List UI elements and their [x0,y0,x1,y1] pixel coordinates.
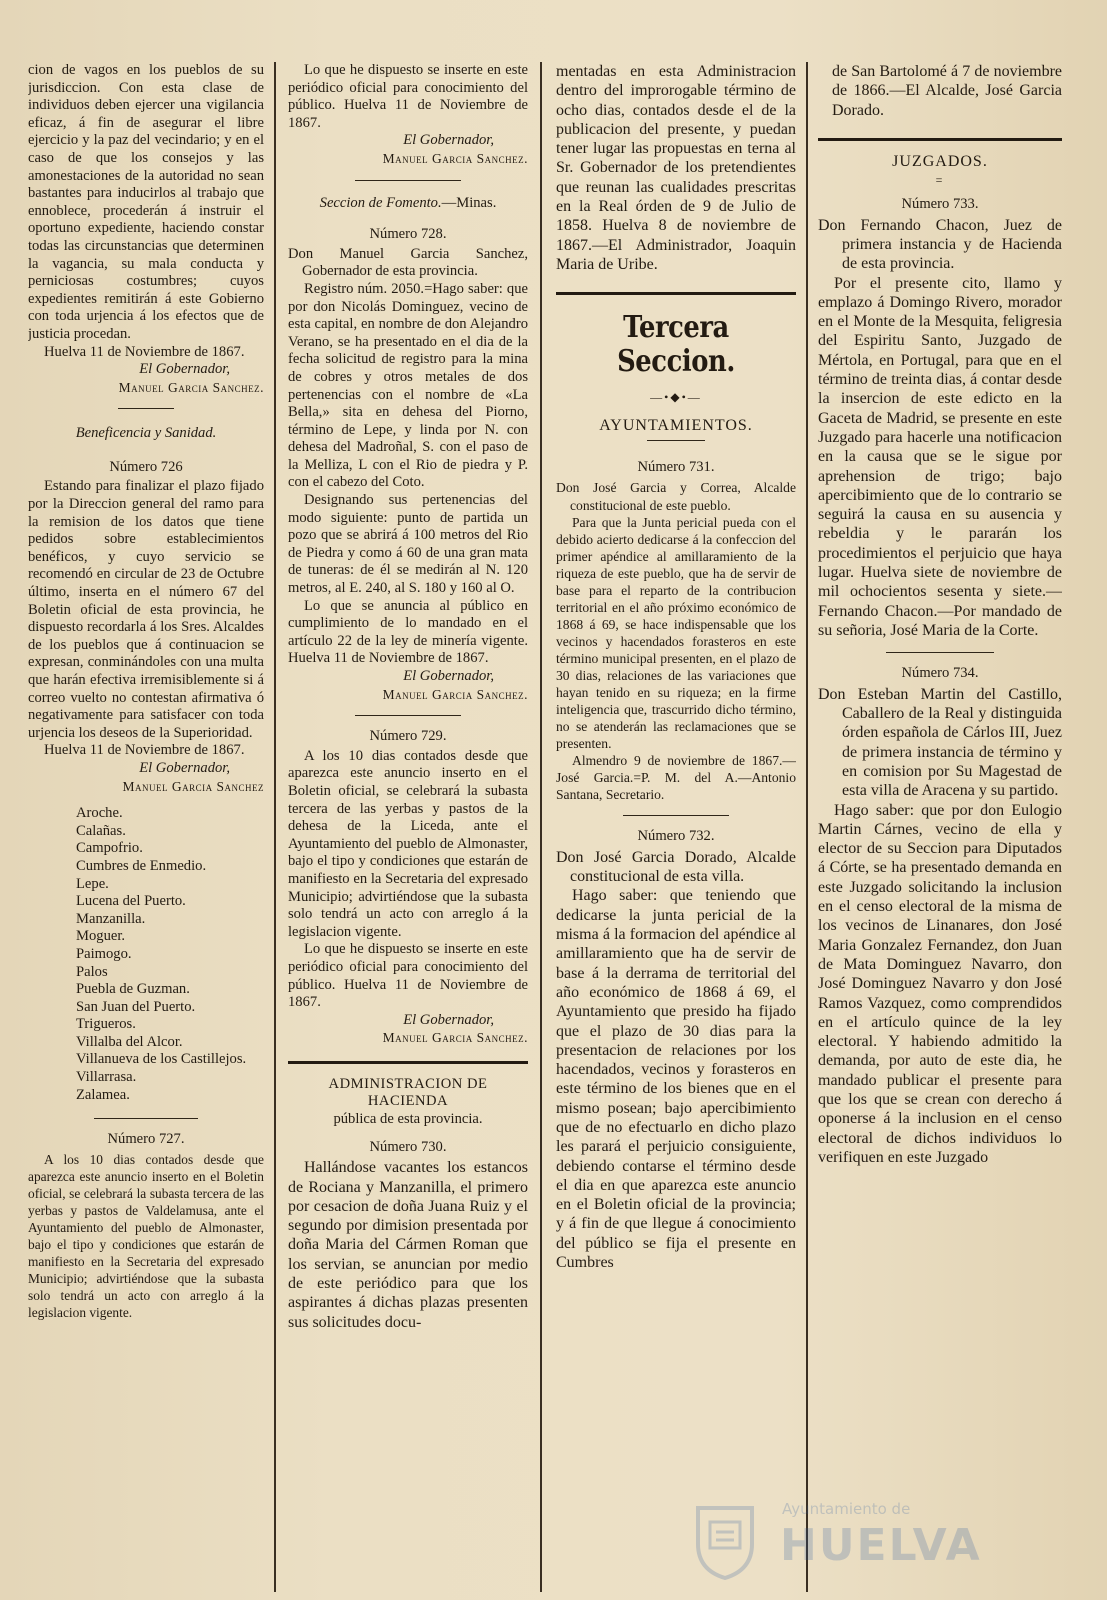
section-title: Tercera Seccion. [617,310,735,380]
paragraph: cion de vagos en los pueblos de su jurisdiccion. Con esta clase de individuos deben ejercer una vigilancia eficaz, á fin de asegurar el libre ejercicio y la paz del vecindario; y en el caso de que los consejos y las amonestaciones de la autoridad no sean bastantes para inducirlos al trabajo que ennoblece, procederán á instruir el oportuno expediente, haciendo constar todas las circunstancias que determinen la vagancia, su mala conducta y perniciosas costumbres; cuyos expedientes remitirán á este Gobierno con toda urjencia á los efectos que de justicia procedan. [28,62,264,342]
town-item: Lepe. [76,875,109,892]
paragraph: Hago saber: que por don Eulogio Martin Cárnes, vecino de ella y elector de su Seccion para Diputados á Córte, se ha presentado demanda en este Juzgado solicitando la inclusion en el censo electoral de la misma de los vecinos de Linanares, don José Maria Gonzalez Fernandez, don Juan de Mata Dominguez Navarro, don José Dominguez Navarro y don José Ramos Vazquez, como comprendidos en el artículo quince de la ley electoral. Y habiendo admitido la demanda, por auto de este dia, he mandado publicar el presente para que los que se crean con derecho á oponerse á la inclusion en el censo electoral de dichos individuos lo verifiquen en este Juzgado [818,801,1062,1166]
town-item: Campofrio. [76,840,143,857]
signature-title: El Gobernador, [139,759,230,776]
notice-number: Número 726 [109,458,183,475]
signature-title: El Gobernador, [403,668,494,684]
thick-divider [818,138,1062,141]
paragraph: Estando para finalizar el plazo fijado por la Direccion general del ramo para la remision de los datos que tiene pedidos sobre establecimientos benéficos, y cuyo servicio se recomendó en circular de 23 de Octubre último, inserta en el número 67 del Boletin oficial de esta provincia, he dispuesto recordarla á los Sres. Alcaldes de los pueblos que á continuacion se expresan, conminándoles con una multa que harán efectiva irremisiblemente si á correo vuelto no contestan afirmativa ó negativamente para satisfacer con toda urjencia los deseos de la Superioridad. [28,478,264,741]
watermark-title: HUELVA [780,1520,982,1571]
column-1 [28,62,264,1592]
signature-title: El Gobernador, [403,132,494,149]
section-minas: —Minas. [441,194,497,211]
town-item: Trigueros. [76,1016,136,1033]
notice-heading: Don José Garcia Dorado, Alcalde constitucional de esta villa. [556,848,796,886]
divider [94,1118,198,1119]
paragraph: Hallándose vacantes los estancos de Rociana y Manzanilla, el primero por cesacion de doña Juana Ruiz y el segundo por dimision presentada por doña Maria del Cármen Roman que los servian, se anuncian por medio de este periódico para que los aspirantes á dichas plazas presenten sus solicitudes docu- [288,1159,528,1331]
section-heading: ADMINISTRACION DE HACIENDA [328,1075,488,1110]
divider [647,440,705,441]
ornament: = [935,173,945,188]
divider [355,180,461,181]
section-subheading: pública de esta provincia. [333,1111,483,1128]
paragraph: mentadas en esta Administracion dentro del improrogable término de ocho dias, contados desde el de la publicacion del presente, y puedan tener lugar las propuestas en terna al Sr. Gobernador de los pretendientes que reunan las cualidades prescritas en la Real órden de 9 de Julio de 1858. Huelva 8 de noviembre de 1867.—El Administrador, Joaquin Maria de Uribe. [556,63,796,273]
paragraph: Registro núm. 2050.=Hago saber: que por don Nicolás Dominguez, vecino de esta capital, en nombre de don Alejandro Verano, se ha presentado en el dia de la fecha solicitud de registro para la mina de cobres y otros metales de dos pertenencias con el nombre de «La Bella,» sita en dehesa del Piorno, término de Lepe, y linda por N. con dehesa del Madroñal, S. con el paso de la Melliza, L con el Rio de piedra y P. con el cabezo del Coto. [288,280,528,491]
notice-heading: Don Manuel Garcia Sanchez, Gobernador de esta provincia. [288,245,528,280]
column-4 [818,62,1062,1592]
signature-name: Manuel Garcia Sanchez. [382,1030,528,1046]
signature-line: Almendro 9 de noviembre de 1867.—José Garcia.=P. M. del A.—Antonio Santana, Secretario. [556,753,796,803]
town-item: San Juan del Puerto. [76,998,196,1015]
divider [886,652,993,653]
signature-name: Manuel Garcia Sanchez. [382,150,528,166]
notice-number: Número 727. [107,1131,185,1148]
paragraph: Hago saber: que teniendo que dedicarse la junta pericial de la misma á la formacion del apéndice al amillaramiento que ha de servir de base á la derrama de territorial del año económico de 1868 á 69, el Ayuntamiento que presido ha fijado que el plazo de 30 dias para la presentacion de relaciones por los hacendados, vecinos y forasteros en este término de los bienes que en el mismo posean; bajo apercibimiento que de no efectuarlo en dicho plazo les parará el perjuicio consiguiente, debiendo contarse el término desde el dia en que aparezca este anuncio en el Boletin oficial de la provincia; y á fin de que llegue á conocimiento del público se fija el presente en Cumbres [556,887,796,1272]
section-heading: AYUNTAMIENTOS. [599,416,753,434]
paragraph: Por el presente cito, llamo y emplazo á Domingo Rivero, morador en el Monte de la Mesquita, feligresia del Espiritu Santo, Juzgado de Mértola, en Portugal, para que en el término de treinta dias, á contar desde la insercion de este edicto en la Gaceta de Madrid, se presente en este Juzgado para hacerle una notificacion en la causa que se le sigue por aprehension de trigo; bajo apercibimiento que de lo contrario se seguirá la causa en su ausencia y rebeldia y le pararán los procedimientos el perjuicio que haya lugar. Huelva siete de noviembre de mil ochocientos sesenta y siete.—Fernando Chacon.—Por mandado de su señoria, José Maria de la Corte. [818,274,1062,639]
divider [355,715,461,716]
town-item: Zalamea. [76,1086,130,1103]
paragraph: Lo que he dispuesto se inserte en este periódico oficial para conocimiento del público. Huelva 11 de Noviembre de 1867. [288,941,528,1011]
town-item: Lucena del Puerto. [76,893,186,910]
column-divider [806,62,808,1592]
paragraph: Lo que se anuncia al público en cumplimiento de lo mandado en el artículo 22 de la ley de minería vigente. Huelva 11 de Noviembre de 1867. [288,597,528,667]
divider [118,408,175,409]
column-2 [288,62,528,1592]
notice-number: Número 729. [369,728,447,745]
town-item: Cumbres de Enmedio. [76,857,207,874]
notice-heading: Don Fernando Chacon, Juez de primera instancia y de Hacienda de esta provincia. [818,216,1062,273]
signature-name: Manuel Garcia Sanchez. [382,686,528,702]
notice-number: Número 733. [901,196,979,213]
thick-divider [556,292,796,295]
notice-heading: Don Esteban Martin del Castillo, Caballero de la Real y distinguida órden española de Cárlos III, Juez de primera instancia de término y en comision por Su Magestad de esta villa de Aracena y su partido. [818,685,1062,800]
town-list [28,805,264,1104]
section-title [288,195,528,213]
divider [623,815,729,816]
column-3 [556,62,796,1592]
signature-title: El Gobernador, [403,1011,494,1028]
paragraph: de San Bartolomé á 7 de noviembre de 1866.—El Alcalde, José Garcia Dorado. [832,63,1062,119]
notice-number: Número 728. [369,226,447,243]
paragraph: A los 10 dias contados desde que aparezca este anuncio inserto en el Boletin oficial, se celebrará la subasta tercera de las yerbas y pastos de la dehesa de la Liceda, ante el Ayuntamiento del pueblo de Almonaster, bajo el tipo y condiciones que estarán de manifiesto en la Secretaria del expresado Municipio; advirtiéndose que la subasta solo tendrá un acto con arreglo á la legislacion vigente. [288,747,528,940]
town-item: Calañas. [76,822,126,839]
town-item: Villalba del Alcor. [76,1033,183,1050]
watermark-caption: Ayuntamiento de [782,1500,911,1518]
archive-watermark [690,1490,1010,1590]
thick-divider [288,1061,528,1064]
town-item: Manzanilla. [76,910,146,927]
notice-number: Número 732. [637,828,715,845]
paragraph: Para que la Junta pericial pueda con el debido acierto dedicarse á la confeccion del primer apéndice al amillaramiento de la riqueza de este pueblo, que ha de servir de base para el reparto de la contribucion territorial en el año próximo económico de 1868 á 69, se hace indispensable que los vecinos y hacendados forasteros en este término municipal presenten, en el plazo de 30 dias, relaciones de las variaciones que hayan tenido en su riqueza; en la firme inteligencia que, trascurrido dicho término, no se atenderán las reclamaciones que se presenten. [556,515,796,752]
date-line: Huelva 11 de Noviembre de 1867. [44,343,245,360]
town-item: Villarrasa. [76,1069,137,1086]
paragraph: A los 10 dias contados desde que aparezca este anuncio inserto en el Boletin oficial, se celebrará la subasta tercera de las yerbas y pastos de Valdelamusa, ante el Ayuntamiento del pueblo de Almonaster, bajo el tipo y condiciones que estarán de manifiesto en la Secretaria del expresado Municipio; advirtiéndose que la subasta solo tendrá un acto con arreglo á la legislacion vigente. [28,1151,264,1320]
paragraph: Designando sus pertenencias del modo siguiente: punto de partida un pozo que se abrirá á 100 metros del Rio de Piedra y como á 60 de una gran mata de tuneras: de él se medirán al N. 120 metros, al E. 240, al S. 180 y 160 al O. [288,492,528,597]
paragraph: Lo que he dispuesto se inserte en este periódico oficial para conocimiento del público. Huelva 11 de Noviembre de 1867. [288,62,528,131]
town-item: Palos [76,963,108,980]
coat-of-arms-icon [690,1500,760,1580]
signature-name: Manuel Garcia Sanchez [122,778,264,794]
town-item: Moguer. [76,928,126,945]
town-item: Villanueva de los Castillejos. [76,1051,247,1068]
signature-title: El Gobernador, [139,361,230,378]
ornament: —•◆•— [650,390,702,405]
town-item: Aroche. [76,805,123,822]
date-line: Huelva 11 de Noviembre de 1867. [44,742,245,759]
section-title: Beneficencia y Sanidad. [75,425,217,442]
notice-number: Número 731. [637,459,715,476]
town-item: Paimogo. [76,945,132,962]
section-heading: JUZGADOS. [892,152,988,170]
town-item: Puebla de Guzman. [76,981,190,998]
notice-heading: Don José Garcia y Correa, Alcalde constitucional de este pueblo. [556,480,796,513]
notice-number: Número 734. [901,665,979,682]
section-fomento: Seccion de Fomento. [319,194,442,211]
notice-number: Número 730. [369,1138,447,1155]
column-divider [274,62,276,1592]
column-divider [540,62,542,1592]
signature-name: Manuel Garcia Sanchez. [118,379,264,395]
